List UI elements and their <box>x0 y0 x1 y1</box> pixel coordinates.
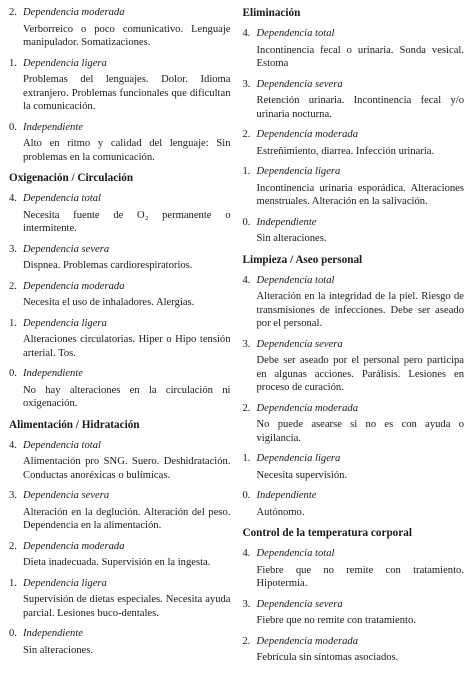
entry-description: Estreñimiento, diarrea. Infección urinaria. <box>256 145 435 157</box>
entry-description: Alimentación pro SNG. Suero. Deshidratación. Conductas anoréxicas o bulímicas. <box>23 456 231 481</box>
section-title: Alimentación / Hidratación <box>9 418 140 431</box>
dependency-entry <box>9 439 231 483</box>
entry-heading <box>9 6 231 20</box>
entry-heading <box>9 627 231 641</box>
entry-level-label: Dependencia severa <box>256 598 343 610</box>
entry-level-number: 1. <box>9 57 17 69</box>
entry-description: Debe ser aseado por el personal pero participa en algunas acciones. Parálisis. Lesiones en proceso de curación. <box>256 355 464 393</box>
entry-level-number: 4. <box>242 274 251 286</box>
entry-level-number: 2. <box>9 7 17 18</box>
dependency-entry <box>9 577 231 621</box>
entry-level-label: Independiente <box>256 216 317 228</box>
entry-level-label: Dependencia moderada <box>256 635 358 647</box>
entry-heading <box>243 402 465 416</box>
entry-heading <box>243 338 465 352</box>
entry-description: Fiebre que no remite con tratamiento. Hipotermia. <box>256 564 464 589</box>
entry-heading <box>9 540 231 554</box>
entry-level-number: 0. <box>242 490 251 501</box>
entry-description: Sin alteraciones. <box>256 233 327 244</box>
entry-level-label: Dependencia total <box>23 193 101 204</box>
entry-level-label: Independiente <box>23 121 84 133</box>
section-title: Eliminación <box>242 7 301 19</box>
entry-heading <box>243 216 465 230</box>
entry-level-number: 4. <box>9 193 17 204</box>
entry-heading <box>243 27 465 41</box>
entry-heading <box>243 274 465 288</box>
entry-level-number: 2. <box>9 280 17 292</box>
entry-level-number: 4. <box>242 548 251 559</box>
entry-level-label: Dependencia ligera <box>256 453 341 464</box>
entry-level-number: 0. <box>9 368 17 379</box>
section-eliminacion <box>243 6 465 246</box>
entry-level-number: 2. <box>242 402 251 414</box>
entry-heading <box>9 57 231 71</box>
entry-level-label: Dependencia severa <box>256 338 343 350</box>
entry-level-label: Dependencia ligera <box>256 166 341 177</box>
entry-heading <box>9 489 231 503</box>
entry-heading <box>243 598 465 612</box>
entry-description: Necesita el uso de inhaladores. Alergias. <box>23 297 195 308</box>
entry-level-number: 2. <box>9 540 17 552</box>
entry-description: Incontinencia urinaria esporádica. Alteraciones menstruales. Alteración en la salivación. <box>256 182 464 207</box>
entry-heading <box>243 78 465 92</box>
entry-level-label: Dependencia moderada <box>256 129 358 140</box>
section-title: Limpieza / Aseo personal <box>242 253 363 266</box>
entry-heading <box>243 547 465 561</box>
entry-level-label: Dependencia moderada <box>23 280 125 292</box>
entry-level-label: Dependencia ligera <box>23 577 107 589</box>
entry-heading <box>243 452 465 466</box>
entry-heading <box>9 439 231 453</box>
dependency-entry <box>9 317 231 361</box>
dependency-entry <box>9 489 231 533</box>
entry-level-label: Dependencia ligera <box>23 317 107 329</box>
entry-level-number: 3. <box>242 338 251 350</box>
dependency-entry <box>243 338 465 395</box>
entry-level-label: Dependencia severa <box>23 490 110 501</box>
dependency-entry <box>243 547 465 591</box>
entry-description: Sin alteraciones. <box>23 644 94 656</box>
section-limpieza-aseo-personal <box>243 253 465 520</box>
entry-level-label: Independiente <box>256 490 317 501</box>
entry-heading <box>243 489 465 503</box>
entry-level-number: 1. <box>242 166 251 177</box>
entry-level-label: Dependencia total <box>23 439 101 451</box>
dependency-entry <box>9 627 231 657</box>
entry-level-number: 3. <box>9 490 17 501</box>
dependency-entry <box>243 489 465 519</box>
dependency-entry <box>243 598 465 628</box>
entry-level-label: Dependencia severa <box>23 243 110 255</box>
dependency-entry <box>9 6 231 50</box>
dependency-entry <box>243 452 465 482</box>
entry-level-label: Independiente <box>23 628 84 639</box>
entry-level-number: 2. <box>242 129 251 140</box>
entry-description: Dispnea. Problemas cardiorespiratorios. <box>23 260 193 271</box>
entry-heading <box>9 577 231 591</box>
entry-level-number: 1. <box>9 577 17 589</box>
entry-level-number: 4. <box>242 28 251 39</box>
section-control-de-la-temperatura-corporal <box>243 526 465 665</box>
entry-description: No puede asearse si no es con ayuda o vigilancia. <box>256 419 464 444</box>
entry-heading <box>9 317 231 331</box>
entry-level-label: Dependencia total <box>256 28 335 39</box>
entry-description: Supervisión de dietas especiales. Necesita ayuda parcial. Lesiones buco-dentales. <box>23 594 231 619</box>
dependency-entry <box>243 216 465 246</box>
entry-description: Verborreico o poco comunicativo. Lenguaje manipulador. Somatizaciones. <box>23 23 231 48</box>
entry-heading <box>9 367 231 381</box>
entry-description: Incontinencia fecal o urinaria. Sonda vesical. Estoma <box>256 44 464 69</box>
dependency-entry <box>243 635 465 665</box>
dependency-entry <box>243 128 465 158</box>
entry-level-label: Dependencia total <box>256 548 335 559</box>
entry-level-number: 1. <box>9 317 17 329</box>
dependency-entry <box>243 27 465 71</box>
dependency-entry <box>9 243 231 273</box>
entry-level-number: 3. <box>242 598 251 610</box>
entry-description: Alteración en la integridad de la piel. Riesgo de transmisiones de infecciones. Debe ser aseado por el personal. <box>256 291 464 329</box>
section-title: Oxigenación / Circulación <box>9 172 134 184</box>
entry-heading <box>9 243 231 257</box>
entry-heading <box>243 165 465 179</box>
entry-description: Autónomo. <box>256 506 305 518</box>
dependency-entry <box>9 280 231 310</box>
left-column <box>9 6 231 686</box>
entry-level-label: Dependencia ligera <box>23 57 107 69</box>
entry-level-number: 0. <box>242 216 251 228</box>
entry-description: Necesita supervisión. <box>256 469 348 481</box>
entry-description: Alto en ritmo y calidad del lenguaje: Sin problemas en la comunicación. <box>23 138 231 163</box>
entry-level-number: 2. <box>242 635 251 647</box>
dependency-entry <box>9 57 231 114</box>
entry-level-number: 4. <box>9 439 17 451</box>
entry-level-label: Dependencia moderada <box>256 402 358 414</box>
dependency-entry <box>243 165 465 209</box>
entry-heading <box>243 635 465 649</box>
entry-heading <box>9 192 231 206</box>
entry-heading <box>9 280 231 294</box>
entry-level-number: 3. <box>242 78 251 90</box>
entry-description: Dieta inadecuada. Supervisión en la ingesta. <box>23 557 211 568</box>
dependency-entry <box>9 192 231 236</box>
entry-description: Alteración en la deglución. Alteración del peso. Dependencia en la alimentación. <box>23 506 231 531</box>
section-alimentacion-hidratacion <box>9 418 231 658</box>
dependency-entry <box>243 274 465 331</box>
entry-description: Necesita fuente de O₂ permanente o intermitente. <box>23 209 231 234</box>
entry-description: Problemas del lenguajes. Dolor. Idioma extranjero. Problemas funcionales que dificultan la comunicación. <box>23 74 231 112</box>
entry-level-label: Dependencia severa <box>256 78 343 90</box>
section-oxigenacion-circulacion <box>9 171 231 411</box>
entry-level-number: 0. <box>9 628 17 639</box>
entry-level-label: Independiente <box>23 368 84 379</box>
entry-description: Alteraciones circulatorias. Hiper o Hipo tensión arterial. Tos. <box>23 334 231 359</box>
dependency-entry <box>9 121 231 165</box>
entry-description: No hay alteraciones en la circulación ni oxigenación. <box>23 384 231 409</box>
entry-level-number: 1. <box>242 453 251 464</box>
entry-level-label: Dependencia moderada <box>23 540 125 552</box>
section-continued <box>9 6 231 164</box>
dependency-entry <box>9 540 231 570</box>
dependency-entry <box>9 367 231 411</box>
entry-heading <box>9 121 231 135</box>
entry-level-label: Dependencia total <box>256 274 335 286</box>
dependency-entry <box>243 78 465 122</box>
entry-heading <box>243 128 465 142</box>
dependency-entry <box>243 402 465 446</box>
right-column <box>243 6 465 686</box>
entry-description: Fiebre que no remite con tratamiento. <box>256 615 416 626</box>
entry-description: Retención urinaria. Incontinencia fecal y/o urinaria nocturna. <box>256 95 464 120</box>
entry-level-label: Dependencia moderada <box>23 7 125 18</box>
entry-level-number: 3. <box>9 243 17 255</box>
section-title: Control de la temperatura corporal <box>242 527 412 539</box>
entry-description: Febrícula sin síntomas asociados. <box>256 652 399 663</box>
entry-level-number: 0. <box>9 121 17 133</box>
